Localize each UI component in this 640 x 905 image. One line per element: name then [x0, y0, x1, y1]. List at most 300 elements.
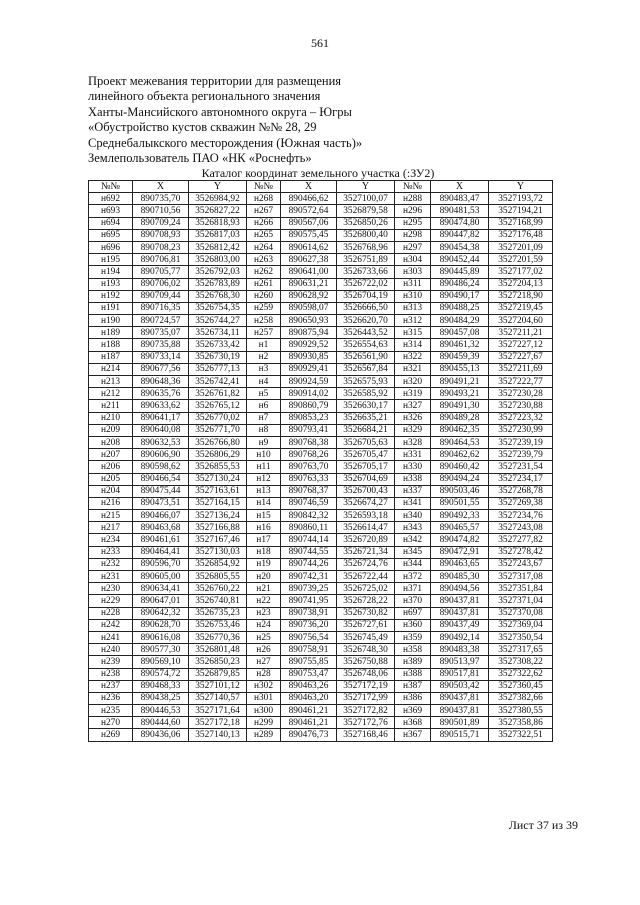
y-coordinate-cell: 3527322,62 — [489, 668, 553, 680]
point-number-cell: н304 — [395, 254, 431, 266]
y-coordinate-cell: 3526705,47 — [337, 449, 395, 461]
x-coordinate-cell: 890758,91 — [281, 644, 337, 656]
table-row — [89, 644, 553, 656]
x-coordinate-cell: 890753,47 — [281, 668, 337, 680]
table-row — [89, 339, 553, 351]
table-row — [89, 278, 553, 290]
table-row — [89, 619, 553, 631]
column-header: Y — [337, 181, 395, 193]
table-row — [89, 729, 553, 741]
y-coordinate-cell: 3526801,48 — [189, 644, 247, 656]
x-coordinate-cell: 890741,95 — [281, 595, 337, 607]
point-number-cell: н20 — [247, 571, 281, 583]
x-coordinate-cell: 890446,53 — [133, 705, 189, 717]
table-body — [89, 193, 553, 741]
y-coordinate-cell: 3527239,19 — [489, 436, 553, 448]
x-coordinate-cell: 890503,42 — [431, 680, 489, 692]
point-number-cell: н303 — [395, 266, 431, 278]
x-coordinate-cell: 890491,21 — [431, 376, 489, 388]
table-row — [89, 607, 553, 619]
table-row — [89, 656, 553, 668]
table-header-row — [89, 181, 553, 193]
x-coordinate-cell: 890464,53 — [431, 436, 489, 448]
point-number-cell: н269 — [89, 729, 133, 741]
y-coordinate-cell: 3527201,59 — [489, 254, 553, 266]
y-coordinate-cell: 3527371,04 — [489, 595, 553, 607]
point-number-cell: н210 — [89, 412, 133, 424]
x-coordinate-cell: 890598,62 — [133, 461, 189, 473]
x-coordinate-cell: 890860,11 — [281, 522, 337, 534]
point-number-cell: н694 — [89, 217, 133, 229]
x-coordinate-cell: 890463,26 — [281, 680, 337, 692]
y-coordinate-cell: 3527243,67 — [489, 558, 553, 570]
y-coordinate-cell: 3527130,03 — [189, 546, 247, 558]
x-coordinate-cell: 890634,41 — [133, 583, 189, 595]
y-coordinate-cell: 3526827,22 — [189, 205, 247, 217]
y-coordinate-cell: 3526850,26 — [337, 217, 395, 229]
point-number-cell: н297 — [395, 241, 431, 253]
point-number-cell: н4 — [247, 376, 281, 388]
point-number-cell: н258 — [247, 315, 281, 327]
x-coordinate-cell: 890575,45 — [281, 229, 337, 241]
x-coordinate-cell: 890616,08 — [133, 631, 189, 643]
y-coordinate-cell: 3526704,19 — [337, 290, 395, 302]
point-number-cell: н194 — [89, 266, 133, 278]
y-coordinate-cell: 3526727,61 — [337, 619, 395, 631]
x-coordinate-cell: 890710,56 — [133, 205, 189, 217]
x-coordinate-cell: 890709,44 — [133, 290, 189, 302]
x-coordinate-cell: 890460,42 — [431, 461, 489, 473]
table-row — [89, 193, 553, 205]
column-header: №№ — [89, 181, 133, 193]
x-coordinate-cell: 890437,81 — [431, 705, 489, 717]
y-coordinate-cell: 3526733,66 — [337, 266, 395, 278]
point-number-cell: н693 — [89, 205, 133, 217]
y-coordinate-cell: 3527227,12 — [489, 339, 553, 351]
y-coordinate-cell: 3527172,18 — [189, 717, 247, 729]
y-coordinate-cell: 3526674,27 — [337, 497, 395, 509]
point-number-cell: н10 — [247, 449, 281, 461]
point-number-cell: н233 — [89, 546, 133, 558]
point-number-cell: н289 — [247, 729, 281, 741]
table-row — [89, 205, 553, 217]
point-number-cell: н212 — [89, 388, 133, 400]
x-coordinate-cell: 890724,57 — [133, 315, 189, 327]
point-number-cell: н16 — [247, 522, 281, 534]
table-row — [89, 327, 553, 339]
x-coordinate-cell: 890744,26 — [281, 558, 337, 570]
x-coordinate-cell: 890436,06 — [133, 729, 189, 741]
y-coordinate-cell: 3526705,17 — [337, 461, 395, 473]
point-number-cell: н242 — [89, 619, 133, 631]
point-number-cell: н697 — [395, 607, 431, 619]
x-coordinate-cell: 890577,30 — [133, 644, 189, 656]
point-number-cell: н369 — [395, 705, 431, 717]
point-number-cell: н23 — [247, 607, 281, 619]
point-number-cell: н367 — [395, 729, 431, 741]
y-coordinate-cell: 3527317,65 — [489, 644, 553, 656]
x-coordinate-cell: 890641,17 — [133, 412, 189, 424]
y-coordinate-cell: 3527194,21 — [489, 205, 553, 217]
y-coordinate-cell: 3526771,70 — [189, 424, 247, 436]
x-coordinate-cell: 890677,56 — [133, 363, 189, 375]
point-number-cell: н7 — [247, 412, 281, 424]
y-coordinate-cell: 3527308,22 — [489, 656, 553, 668]
point-number-cell: н266 — [247, 217, 281, 229]
x-coordinate-cell: 890463,20 — [281, 692, 337, 704]
y-coordinate-cell: 3527140,13 — [189, 729, 247, 741]
point-number-cell: н195 — [89, 254, 133, 266]
point-number-cell: н313 — [395, 302, 431, 314]
x-coordinate-cell: 890768,37 — [281, 485, 337, 497]
point-number-cell: н341 — [395, 497, 431, 509]
x-coordinate-cell: 890650,93 — [281, 315, 337, 327]
x-coordinate-cell: 890716,35 — [133, 302, 189, 314]
x-coordinate-cell: 890929,52 — [281, 339, 337, 351]
y-coordinate-cell: 3526740,81 — [189, 595, 247, 607]
y-coordinate-cell: 3527369,04 — [489, 619, 553, 631]
point-number-cell: н340 — [395, 510, 431, 522]
y-coordinate-cell: 3527172,99 — [337, 692, 395, 704]
point-number-cell: н319 — [395, 388, 431, 400]
y-coordinate-cell: 3527100,07 — [337, 193, 395, 205]
point-number-cell: н211 — [89, 400, 133, 412]
y-coordinate-cell: 3526705,63 — [337, 436, 395, 448]
y-coordinate-cell: 3526733,42 — [189, 339, 247, 351]
y-coordinate-cell: 3526734,11 — [189, 327, 247, 339]
x-coordinate-cell: 890640,08 — [133, 424, 189, 436]
x-coordinate-cell: 890437,81 — [431, 595, 489, 607]
point-number-cell: н386 — [395, 692, 431, 704]
x-coordinate-cell: 890485,30 — [431, 571, 489, 583]
table-row — [89, 254, 553, 266]
table-row — [89, 241, 553, 253]
x-coordinate-cell: 890860,79 — [281, 400, 337, 412]
header-line: Проект межевания территории для размещения — [88, 74, 342, 88]
table-row — [89, 583, 553, 595]
point-number-cell: н265 — [247, 229, 281, 241]
y-coordinate-cell: 3527269,38 — [489, 497, 553, 509]
y-coordinate-cell: 3526620,70 — [337, 315, 395, 327]
y-coordinate-cell: 3527230,88 — [489, 400, 553, 412]
x-coordinate-cell: 890628,70 — [133, 619, 189, 631]
point-number-cell: н11 — [247, 461, 281, 473]
y-coordinate-cell: 3527234,76 — [489, 510, 553, 522]
point-number-cell: н232 — [89, 558, 133, 570]
x-coordinate-cell: 890461,61 — [133, 534, 189, 546]
y-coordinate-cell: 3527172,76 — [337, 717, 395, 729]
y-coordinate-cell: 3527350,54 — [489, 631, 553, 643]
point-number-cell: н337 — [395, 485, 431, 497]
point-number-cell: н389 — [395, 656, 431, 668]
x-coordinate-cell: 890793,41 — [281, 424, 337, 436]
y-coordinate-cell: 3526744,27 — [189, 315, 247, 327]
point-number-cell: н204 — [89, 485, 133, 497]
point-number-cell: н19 — [247, 558, 281, 570]
y-coordinate-cell: 3526443,52 — [337, 327, 395, 339]
y-coordinate-cell: 3526768,96 — [337, 241, 395, 253]
table-row — [89, 376, 553, 388]
y-coordinate-cell: 3526700,43 — [337, 485, 395, 497]
y-coordinate-cell: 3526730,19 — [189, 351, 247, 363]
y-coordinate-cell: 3526575,93 — [337, 376, 395, 388]
y-coordinate-cell: 3526751,89 — [337, 254, 395, 266]
point-number-cell: н388 — [395, 668, 431, 680]
x-coordinate-cell: 890735,07 — [133, 327, 189, 339]
x-coordinate-cell: 890463,65 — [431, 558, 489, 570]
x-coordinate-cell: 890738,91 — [281, 607, 337, 619]
y-coordinate-cell: 3527130,24 — [189, 473, 247, 485]
point-number-cell: н241 — [89, 631, 133, 643]
header-line: линейного объекта регионального значения — [88, 89, 321, 104]
point-number-cell: н264 — [247, 241, 281, 253]
x-coordinate-cell: 890472,91 — [431, 546, 489, 558]
page-number: 561 — [311, 36, 329, 50]
y-coordinate-cell: 3526748,06 — [337, 668, 395, 680]
y-coordinate-cell: 3526722,44 — [337, 571, 395, 583]
x-coordinate-cell: 890614,62 — [281, 241, 337, 253]
point-number-cell: н15 — [247, 510, 281, 522]
x-coordinate-cell: 890494,24 — [431, 473, 489, 485]
point-number-cell: н216 — [89, 497, 133, 509]
x-coordinate-cell: 890492,14 — [431, 631, 489, 643]
point-number-cell: н695 — [89, 229, 133, 241]
point-number-cell: н236 — [89, 692, 133, 704]
point-number-cell: н315 — [395, 327, 431, 339]
x-coordinate-cell: 890483,47 — [431, 193, 489, 205]
point-number-cell: н205 — [89, 473, 133, 485]
point-number-cell: н344 — [395, 558, 431, 570]
x-coordinate-cell: 890466,54 — [133, 473, 189, 485]
y-coordinate-cell: 3527231,54 — [489, 461, 553, 473]
x-coordinate-cell: 890572,64 — [281, 205, 337, 217]
y-coordinate-cell: 3526721,34 — [337, 546, 395, 558]
y-coordinate-cell: 3527223,32 — [489, 412, 553, 424]
x-coordinate-cell: 890742,31 — [281, 571, 337, 583]
point-number-cell: н299 — [247, 717, 281, 729]
x-coordinate-cell: 890631,21 — [281, 278, 337, 290]
point-number-cell: н193 — [89, 278, 133, 290]
point-number-cell: н228 — [89, 607, 133, 619]
point-number-cell: н13 — [247, 485, 281, 497]
x-coordinate-cell: 890503,46 — [431, 485, 489, 497]
y-coordinate-cell: 3526635,21 — [337, 412, 395, 424]
table-row — [89, 485, 553, 497]
x-coordinate-cell: 890438,25 — [133, 692, 189, 704]
x-coordinate-cell: 890493,21 — [431, 388, 489, 400]
header-line: Среднебалыкского месторождения (Южная часть)» — [88, 135, 363, 150]
y-coordinate-cell: 3527243,08 — [489, 522, 553, 534]
point-number-cell: н345 — [395, 546, 431, 558]
y-coordinate-cell: 3526879,58 — [337, 205, 395, 217]
y-coordinate-cell: 3527278,42 — [489, 546, 553, 558]
y-coordinate-cell: 3526750,88 — [337, 656, 395, 668]
point-number-cell: н692 — [89, 193, 133, 205]
point-number-cell: н326 — [395, 412, 431, 424]
y-coordinate-cell: 3526984,92 — [189, 193, 247, 205]
y-coordinate-cell: 3526766,80 — [189, 436, 247, 448]
y-coordinate-cell: 3526850,23 — [189, 656, 247, 668]
y-coordinate-cell: 3527322,51 — [489, 729, 553, 741]
x-coordinate-cell: 890447,82 — [431, 229, 489, 241]
point-number-cell: н358 — [395, 644, 431, 656]
x-coordinate-cell: 890853,23 — [281, 412, 337, 424]
y-coordinate-cell: 3527218,90 — [489, 290, 553, 302]
point-number-cell: н239 — [89, 656, 133, 668]
table-row — [89, 449, 553, 461]
point-number-cell: н260 — [247, 290, 281, 302]
x-coordinate-cell: 890452,44 — [431, 254, 489, 266]
y-coordinate-cell: 3526812,42 — [189, 241, 247, 253]
table-row — [89, 363, 553, 375]
y-coordinate-cell: 3526666,50 — [337, 302, 395, 314]
x-coordinate-cell: 890492,33 — [431, 510, 489, 522]
y-coordinate-cell: 3527277,82 — [489, 534, 553, 546]
point-number-cell: н215 — [89, 510, 133, 522]
y-coordinate-cell: 3527176,48 — [489, 229, 553, 241]
point-number-cell: н359 — [395, 631, 431, 643]
point-number-cell: н270 — [89, 717, 133, 729]
column-header: X — [281, 181, 337, 193]
point-number-cell: н302 — [247, 680, 281, 692]
y-coordinate-cell: 3526806,29 — [189, 449, 247, 461]
column-header: Y — [189, 181, 247, 193]
x-coordinate-cell: 890491,30 — [431, 400, 489, 412]
point-number-cell: н311 — [395, 278, 431, 290]
point-number-cell: н268 — [247, 193, 281, 205]
y-coordinate-cell: 3526554,63 — [337, 339, 395, 351]
y-coordinate-cell: 3526777,13 — [189, 363, 247, 375]
x-coordinate-cell: 890466,62 — [281, 193, 337, 205]
x-coordinate-cell: 890466,07 — [133, 510, 189, 522]
y-coordinate-cell: 3527351,84 — [489, 583, 553, 595]
point-number-cell: н192 — [89, 290, 133, 302]
y-coordinate-cell: 3527171,64 — [189, 705, 247, 717]
table-row — [89, 534, 553, 546]
point-number-cell: н27 — [247, 656, 281, 668]
point-number-cell: н371 — [395, 583, 431, 595]
y-coordinate-cell: 3527136,24 — [189, 510, 247, 522]
y-coordinate-cell: 3527268,78 — [489, 485, 553, 497]
y-coordinate-cell: 3526768,30 — [189, 290, 247, 302]
x-coordinate-cell: 890490,17 — [431, 290, 489, 302]
point-number-cell: н387 — [395, 680, 431, 692]
y-coordinate-cell: 3526754,35 — [189, 302, 247, 314]
point-number-cell: н300 — [247, 705, 281, 717]
x-coordinate-cell: 890705,77 — [133, 266, 189, 278]
x-coordinate-cell: 890457,08 — [431, 327, 489, 339]
point-number-cell: н295 — [395, 217, 431, 229]
point-number-cell: н214 — [89, 363, 133, 375]
x-coordinate-cell: 890744,55 — [281, 546, 337, 558]
point-number-cell: н26 — [247, 644, 281, 656]
y-coordinate-cell: 3527204,13 — [489, 278, 553, 290]
point-number-cell: н288 — [395, 193, 431, 205]
point-number-cell: н262 — [247, 266, 281, 278]
y-coordinate-cell: 3526724,76 — [337, 558, 395, 570]
y-coordinate-cell: 3527239,79 — [489, 449, 553, 461]
point-number-cell: н328 — [395, 436, 431, 448]
y-coordinate-cell: 3527193,72 — [489, 193, 553, 205]
x-coordinate-cell: 890842,32 — [281, 510, 337, 522]
point-number-cell: н370 — [395, 595, 431, 607]
x-coordinate-cell: 890465,57 — [431, 522, 489, 534]
point-number-cell: н8 — [247, 424, 281, 436]
point-number-cell: н24 — [247, 619, 281, 631]
x-coordinate-cell: 890763,33 — [281, 473, 337, 485]
x-coordinate-cell: 890647,01 — [133, 595, 189, 607]
point-number-cell: н368 — [395, 717, 431, 729]
y-coordinate-cell: 3526745,49 — [337, 631, 395, 643]
point-number-cell: н331 — [395, 449, 431, 461]
point-number-cell: н327 — [395, 400, 431, 412]
point-number-cell: н329 — [395, 424, 431, 436]
x-coordinate-cell: 890437,81 — [431, 607, 489, 619]
x-coordinate-cell: 890596,70 — [133, 558, 189, 570]
x-coordinate-cell: 890627,38 — [281, 254, 337, 266]
y-coordinate-cell: 3526728,22 — [337, 595, 395, 607]
point-number-cell: н257 — [247, 327, 281, 339]
x-coordinate-cell: 890462,62 — [431, 449, 489, 461]
y-coordinate-cell: 3527380,55 — [489, 705, 553, 717]
point-number-cell: н207 — [89, 449, 133, 461]
x-coordinate-cell: 890444,60 — [133, 717, 189, 729]
point-number-cell: н191 — [89, 302, 133, 314]
y-coordinate-cell: 3527230,28 — [489, 388, 553, 400]
table-row — [89, 424, 553, 436]
point-number-cell: н296 — [395, 205, 431, 217]
y-coordinate-cell: 3526765,12 — [189, 400, 247, 412]
y-coordinate-cell: 3527177,02 — [489, 266, 553, 278]
y-coordinate-cell: 3526879,85 — [189, 668, 247, 680]
column-header: Y — [489, 181, 553, 193]
point-number-cell: н298 — [395, 229, 431, 241]
y-coordinate-cell: 3526742,41 — [189, 376, 247, 388]
x-coordinate-cell: 890515,71 — [431, 729, 489, 741]
y-coordinate-cell: 3527370,08 — [489, 607, 553, 619]
x-coordinate-cell: 890628,92 — [281, 290, 337, 302]
x-coordinate-cell: 890461,21 — [281, 717, 337, 729]
y-coordinate-cell: 3527172,19 — [337, 680, 395, 692]
point-number-cell: н18 — [247, 546, 281, 558]
y-coordinate-cell: 3526805,55 — [189, 571, 247, 583]
point-number-cell: н206 — [89, 461, 133, 473]
table-row — [89, 631, 553, 643]
point-number-cell: н209 — [89, 424, 133, 436]
x-coordinate-cell: 890463,68 — [133, 522, 189, 534]
point-number-cell: н310 — [395, 290, 431, 302]
x-coordinate-cell: 890484,29 — [431, 315, 489, 327]
point-number-cell: н321 — [395, 363, 431, 375]
point-number-cell: н231 — [89, 571, 133, 583]
y-coordinate-cell: 3526855,53 — [189, 461, 247, 473]
x-coordinate-cell: 890494,56 — [431, 583, 489, 595]
y-coordinate-cell: 3526770,36 — [189, 631, 247, 643]
catalog-title: Каталог координат земельного участка (:ЗУ2) — [201, 166, 435, 180]
y-coordinate-cell: 3527204,60 — [489, 315, 553, 327]
x-coordinate-cell: 890739,25 — [281, 583, 337, 595]
y-coordinate-cell: 3527140,57 — [189, 692, 247, 704]
x-coordinate-cell: 890569,10 — [133, 656, 189, 668]
table-row — [89, 510, 553, 522]
header-line: Землепользователь ПАО «НК «Роснефть» — [88, 151, 312, 166]
table-row — [89, 546, 553, 558]
x-coordinate-cell: 890735,70 — [133, 193, 189, 205]
x-coordinate-cell: 890914,02 — [281, 388, 337, 400]
x-coordinate-cell: 890746,59 — [281, 497, 337, 509]
point-number-cell: н5 — [247, 388, 281, 400]
point-number-cell: н189 — [89, 327, 133, 339]
